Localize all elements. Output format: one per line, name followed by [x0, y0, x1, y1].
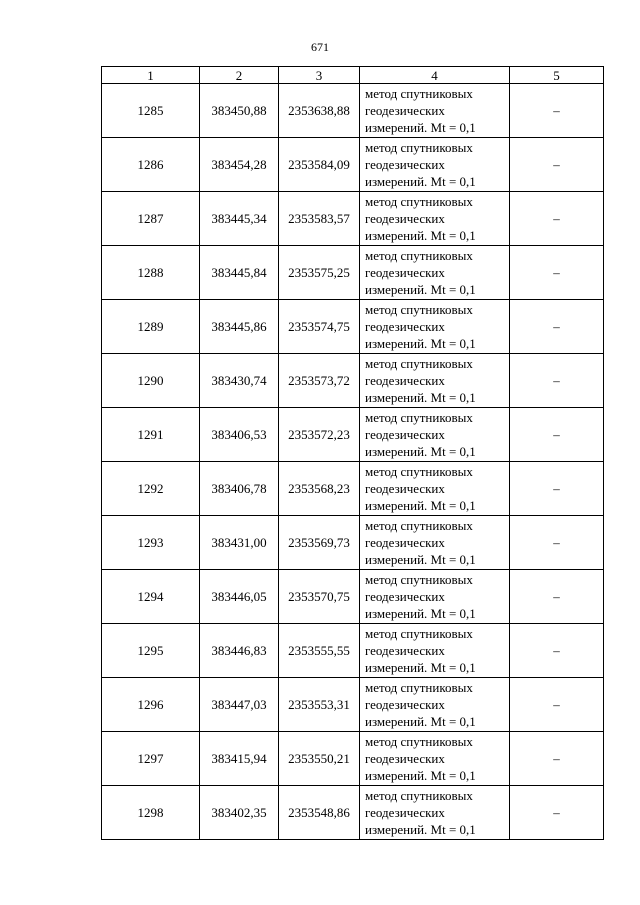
- method-line: измерений. Mt = 0,1: [365, 282, 476, 297]
- method-cell: [360, 84, 510, 138]
- method-line: метод спутниковых: [365, 518, 473, 533]
- point-number-cell: 1297: [102, 732, 200, 786]
- method-cell: [360, 138, 510, 192]
- method-line: измерений. Mt = 0,1: [365, 660, 476, 675]
- column-header-1: 1: [102, 67, 200, 84]
- x-coordinate-cell: 383431,00: [200, 516, 279, 570]
- method-line: измерений. Mt = 0,1: [365, 444, 476, 459]
- note-cell: –: [510, 786, 604, 840]
- table-row: [102, 624, 604, 678]
- method-cell: [360, 354, 510, 408]
- method-line: метод спутниковых: [365, 86, 473, 101]
- method-line: измерений. Mt = 0,1: [365, 390, 476, 405]
- method-line: геодезических: [365, 373, 445, 388]
- method-cell: [360, 624, 510, 678]
- note-cell: –: [510, 408, 604, 462]
- y-coordinate-cell: 2353575,25: [279, 246, 360, 300]
- x-coordinate-cell: 383446,83: [200, 624, 279, 678]
- method-line: измерений. Mt = 0,1: [365, 606, 476, 621]
- method-cell: [360, 678, 510, 732]
- y-coordinate-cell: 2353638,88: [279, 84, 360, 138]
- y-coordinate-cell: 2353550,21: [279, 732, 360, 786]
- table-row: [102, 408, 604, 462]
- x-coordinate-cell: 383445,34: [200, 192, 279, 246]
- table-row: [102, 84, 604, 138]
- x-coordinate-cell: 383445,84: [200, 246, 279, 300]
- method-line: метод спутниковых: [365, 302, 473, 317]
- method-line: метод спутниковых: [365, 194, 473, 209]
- method-line: геодезических: [365, 211, 445, 226]
- point-number-cell: 1298: [102, 786, 200, 840]
- note-cell: –: [510, 624, 604, 678]
- note-cell: –: [510, 300, 604, 354]
- method-line: измерений. Mt = 0,1: [365, 768, 476, 783]
- point-number-cell: 1294: [102, 570, 200, 624]
- method-line: метод спутниковых: [365, 788, 473, 803]
- point-number-cell: 1286: [102, 138, 200, 192]
- x-coordinate-cell: 383445,86: [200, 300, 279, 354]
- method-line: измерений. Mt = 0,1: [365, 822, 476, 837]
- note-cell: –: [510, 570, 604, 624]
- method-cell: [360, 732, 510, 786]
- method-line: геодезических: [365, 319, 445, 334]
- method-line: метод спутниковых: [365, 572, 473, 587]
- point-number-cell: 1292: [102, 462, 200, 516]
- point-number-cell: 1293: [102, 516, 200, 570]
- table-row: [102, 732, 604, 786]
- method-line: метод спутниковых: [365, 140, 473, 155]
- method-line: измерений. Mt = 0,1: [365, 120, 476, 135]
- y-coordinate-cell: 2353573,72: [279, 354, 360, 408]
- y-coordinate-cell: 2353568,23: [279, 462, 360, 516]
- point-number-cell: 1289: [102, 300, 200, 354]
- note-cell: –: [510, 192, 604, 246]
- x-coordinate-cell: 383406,53: [200, 408, 279, 462]
- method-cell: [360, 300, 510, 354]
- method-line: метод спутниковых: [365, 356, 473, 371]
- method-line: метод спутниковых: [365, 626, 473, 641]
- method-line: геодезических: [365, 427, 445, 442]
- table-row: [102, 138, 604, 192]
- table-body: [102, 84, 604, 840]
- column-header-4: 4: [360, 67, 510, 84]
- method-line: геодезических: [365, 697, 445, 712]
- note-cell: –: [510, 84, 604, 138]
- y-coordinate-cell: 2353583,57: [279, 192, 360, 246]
- column-header-2: 2: [200, 67, 279, 84]
- page-number: 671: [311, 40, 329, 54]
- method-line: измерений. Mt = 0,1: [365, 174, 476, 189]
- note-cell: –: [510, 246, 604, 300]
- x-coordinate-cell: 383402,35: [200, 786, 279, 840]
- table-row: [102, 300, 604, 354]
- y-coordinate-cell: 2353574,75: [279, 300, 360, 354]
- note-cell: –: [510, 462, 604, 516]
- method-line: геодезических: [365, 535, 445, 550]
- y-coordinate-cell: 2353570,75: [279, 570, 360, 624]
- point-number-cell: 1290: [102, 354, 200, 408]
- table-row: [102, 354, 604, 408]
- table-row: [102, 462, 604, 516]
- point-number-cell: 1287: [102, 192, 200, 246]
- method-line: геодезических: [365, 103, 445, 118]
- point-number-cell: 1295: [102, 624, 200, 678]
- note-cell: –: [510, 732, 604, 786]
- column-header-3: 3: [279, 67, 360, 84]
- column-header-5: 5: [510, 67, 604, 84]
- point-number-cell: 1285: [102, 84, 200, 138]
- method-line: метод спутниковых: [365, 680, 473, 695]
- y-coordinate-cell: 2353553,31: [279, 678, 360, 732]
- x-coordinate-cell: 383406,78: [200, 462, 279, 516]
- method-line: геодезических: [365, 265, 445, 280]
- note-cell: –: [510, 138, 604, 192]
- method-line: геодезических: [365, 481, 445, 496]
- method-cell: [360, 786, 510, 840]
- method-line: геодезических: [365, 643, 445, 658]
- y-coordinate-cell: 2353584,09: [279, 138, 360, 192]
- x-coordinate-cell: 383454,28: [200, 138, 279, 192]
- method-line: метод спутниковых: [365, 410, 473, 425]
- note-cell: –: [510, 678, 604, 732]
- coordinates-table: [101, 66, 604, 840]
- method-line: измерений. Mt = 0,1: [365, 552, 476, 567]
- y-coordinate-cell: 2353572,23: [279, 408, 360, 462]
- x-coordinate-cell: 383450,88: [200, 84, 279, 138]
- x-coordinate-cell: 383446,05: [200, 570, 279, 624]
- table-header-row: [102, 67, 604, 84]
- point-number-cell: 1288: [102, 246, 200, 300]
- note-cell: –: [510, 516, 604, 570]
- method-line: измерений. Mt = 0,1: [365, 498, 476, 513]
- method-cell: [360, 462, 510, 516]
- method-line: измерений. Mt = 0,1: [365, 228, 476, 243]
- table-row: [102, 516, 604, 570]
- method-cell: [360, 516, 510, 570]
- x-coordinate-cell: 383447,03: [200, 678, 279, 732]
- table-row: [102, 678, 604, 732]
- method-line: геодезических: [365, 805, 445, 820]
- method-cell: [360, 570, 510, 624]
- table-row: [102, 192, 604, 246]
- table-row: [102, 246, 604, 300]
- method-cell: [360, 246, 510, 300]
- point-number-cell: 1291: [102, 408, 200, 462]
- method-line: геодезических: [365, 589, 445, 604]
- method-cell: [360, 408, 510, 462]
- method-line: измерений. Mt = 0,1: [365, 714, 476, 729]
- table-row: [102, 570, 604, 624]
- y-coordinate-cell: 2353555,55: [279, 624, 360, 678]
- table-row: [102, 786, 604, 840]
- point-number-cell: 1296: [102, 678, 200, 732]
- method-line: геодезических: [365, 157, 445, 172]
- method-line: метод спутниковых: [365, 734, 473, 749]
- method-cell: [360, 192, 510, 246]
- method-line: измерений. Mt = 0,1: [365, 336, 476, 351]
- x-coordinate-cell: 383430,74: [200, 354, 279, 408]
- method-line: метод спутниковых: [365, 248, 473, 263]
- method-line: геодезических: [365, 751, 445, 766]
- note-cell: –: [510, 354, 604, 408]
- x-coordinate-cell: 383415,94: [200, 732, 279, 786]
- y-coordinate-cell: 2353548,86: [279, 786, 360, 840]
- y-coordinate-cell: 2353569,73: [279, 516, 360, 570]
- method-line: метод спутниковых: [365, 464, 473, 479]
